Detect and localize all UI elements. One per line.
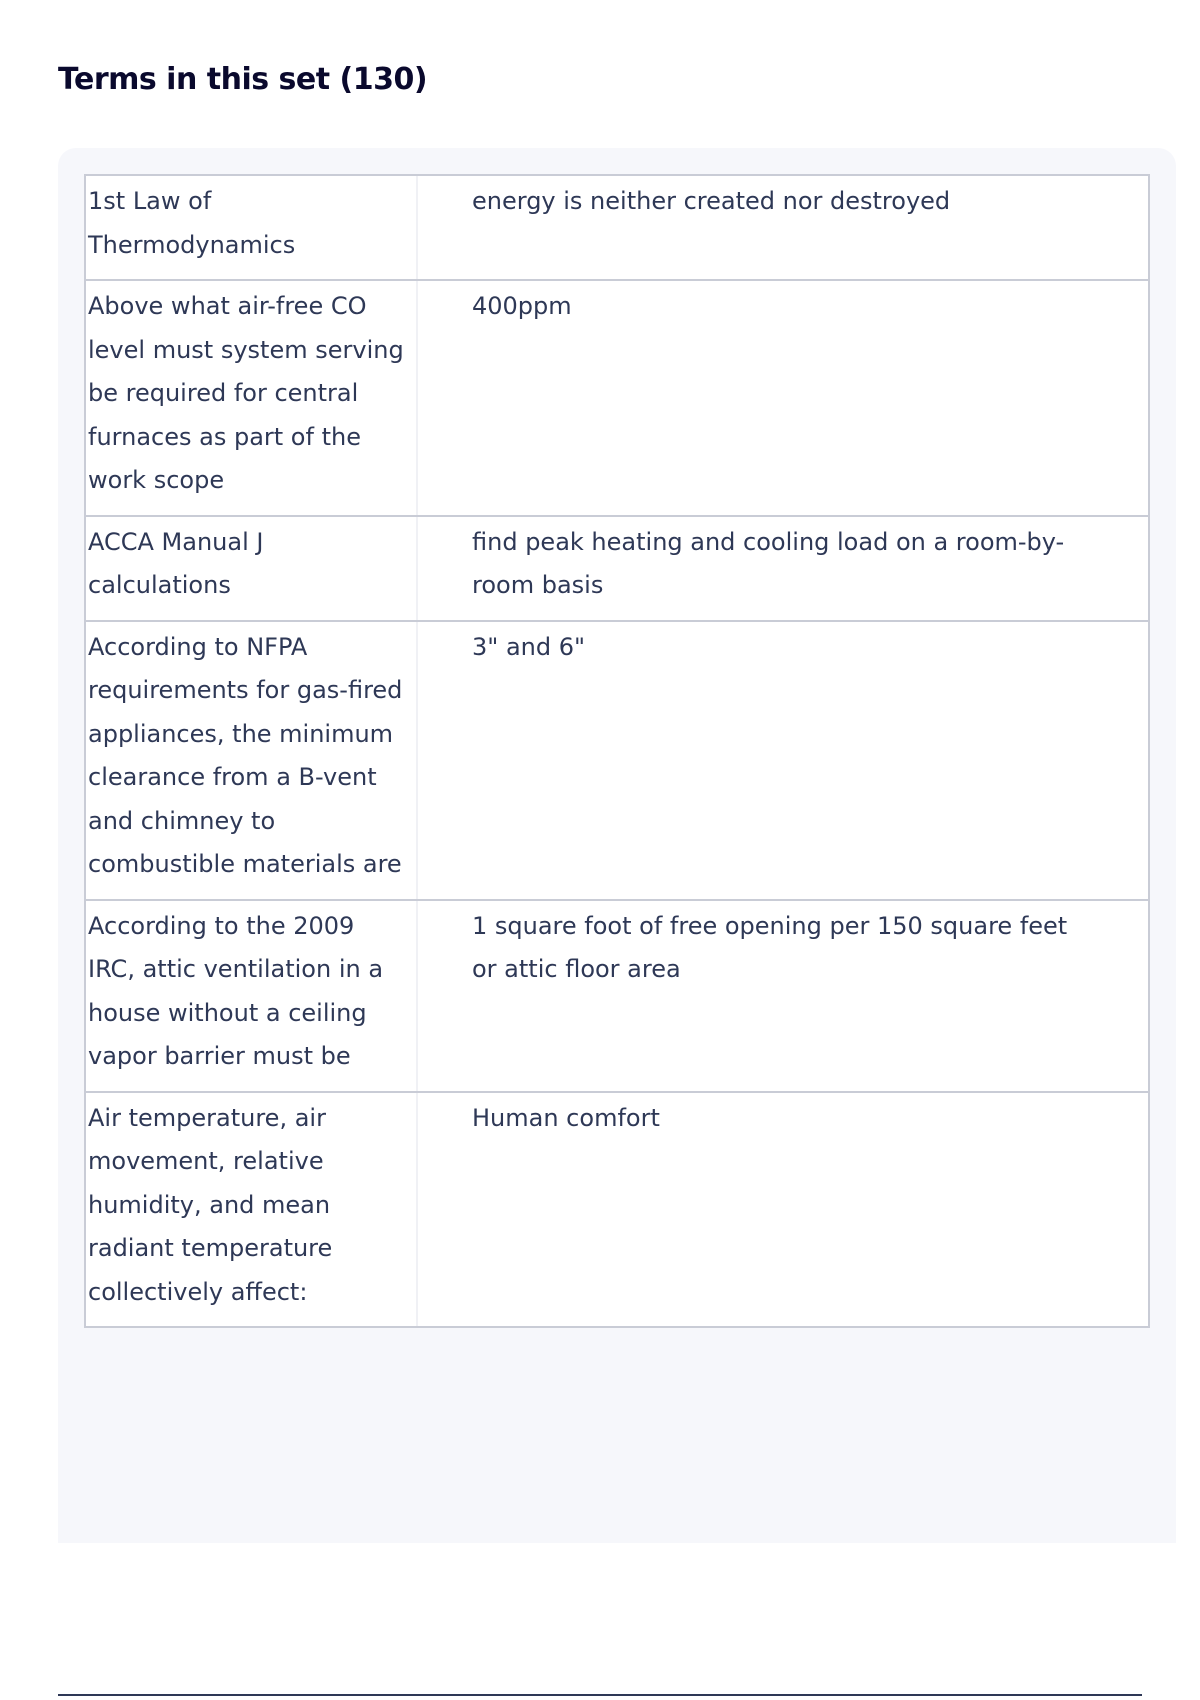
term-row[interactable] <box>84 515 1150 622</box>
term-text: Air temperature, air movement, relative humidity, and mean radiant temperature collectively affect: <box>86 1093 418 1327</box>
term-text: ACCA Manual J calculations <box>86 517 418 620</box>
term-text: According to the 2009 IRC, attic ventilation in a house without a ceiling vapor barrier must be <box>86 901 418 1091</box>
term-row[interactable] <box>84 174 1150 281</box>
divider <box>58 1694 1142 1696</box>
definition-text: Human comfort <box>472 1103 660 1132</box>
definition-text: energy is neither created nor destroyed <box>472 187 951 215</box>
term-text: According to NFPA requirements for gas-fired appliances, the minimum clearance from a B-vent and chimney to combustible materials are <box>86 622 418 899</box>
definition-text: 400ppm <box>472 292 572 320</box>
definition-text: 1 square foot of free opening per 150 square feet or attic floor area <box>472 911 1068 983</box>
term-row[interactable] <box>84 279 1150 517</box>
definition-text: 3" and 6" <box>472 632 586 661</box>
definition-text: find peak heating and cooling load on a room-by-room basis <box>472 527 1065 599</box>
page-title: Terms in this set (130) <box>58 62 428 97</box>
term-row[interactable] <box>84 620 1150 901</box>
term-row[interactable] <box>84 1091 1150 1329</box>
term-text: Above what air-free CO level must system serving be required for central furnaces as part of the work scope <box>86 281 418 515</box>
term-row[interactable] <box>84 899 1150 1093</box>
term-text: 1st Law of Thermodynamics <box>86 176 418 279</box>
terms-list <box>84 174 1150 1328</box>
